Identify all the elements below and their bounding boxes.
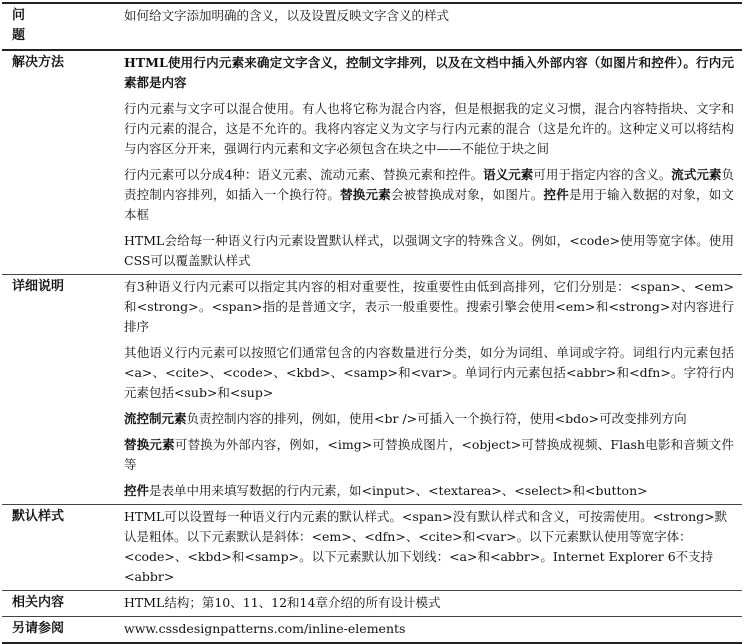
solution-p3-text-i: 是用于输入数据的对象，如文本框 <box>124 187 734 222</box>
term-replaced-elements: 替换元素 <box>340 187 391 202</box>
problem-row <box>2 3 742 50</box>
term-controls: 控件 <box>543 187 569 202</box>
term-semantic-elements: 语义元素 <box>483 167 534 182</box>
details-paragraph-5 <box>124 481 734 501</box>
problem-label: 问 题 <box>2 3 116 50</box>
solution-content <box>116 50 742 275</box>
details-label: 详细说明 <box>2 275 116 505</box>
solution-label: 解决方法 <box>2 50 116 275</box>
see-also-label: 另请参阅 <box>2 617 116 644</box>
default-style-label: 默认样式 <box>2 505 116 591</box>
related-text: HTML结构；第10、11、12和14章介绍的所有设计模式 <box>116 591 742 617</box>
details-row <box>2 275 742 505</box>
details-p4-text: 可替换为外部内容，例如，<img>可替换成图片，<object>可替换成视频、Flash电影和音频文件等 <box>124 437 734 472</box>
pattern-summary-table <box>2 2 742 644</box>
details-p5-text: 是表单中用来填写数据的行内元素，如<input>、<textarea>、<select>和<button> <box>149 483 648 498</box>
details-p3-text: 负责控制内容的排列，例如，使用<br />可插入一个换行符，使用<bdo>可改变排列方向 <box>186 411 687 426</box>
solution-p3-text-g: 会被替换成对象，如图片。 <box>390 187 544 202</box>
solution-p3-text-c: 可用于指定内容的含义。 <box>533 167 672 182</box>
details-paragraph-3 <box>124 409 734 429</box>
details-paragraph-1: 有3种语义行内元素可以指定其内容的相对重要性，按重要性由低到高排列，它们分别是：<span>、<em>和<strong>。<span>指的是普通文字，表示一般重要性。搜索引擎会使用<em>和<strong>对内容进行排序 <box>124 279 734 334</box>
related-row <box>2 591 742 617</box>
solution-paragraph-3 <box>124 165 734 225</box>
term-control: 控件 <box>124 483 150 498</box>
see-also-row <box>2 617 742 644</box>
solution-row <box>2 50 742 275</box>
problem-text: 如何给文字添加明确的含义，以及设置反映文字含义的样式 <box>116 3 742 50</box>
solution-paragraph-1: HTML使用行内元素来确定文字含义，控制文字排列，以及在文档中插入外部内容（如图片和控件）。行内元素都是内容 <box>124 55 734 90</box>
solution-p3-text-e: 负责控制内容排列，如插入一个换行符。 <box>124 167 734 202</box>
details-paragraph-2: 其他语义行内元素可以按照它们通常包含的内容数量进行分类，如分为词组、单词或字符。词组行内元素包括<a>、<cite>、<code>、<kbd>、<samp>和<var>。单词行内元素包括<abbr>和<dfn>。字符行内元素包括<sub>和<sup> <box>124 345 734 400</box>
term-replaced: 替换元素 <box>124 437 175 452</box>
details-paragraph-4 <box>124 435 734 475</box>
default-style-row <box>2 505 742 591</box>
related-label: 相关内容 <box>2 591 116 617</box>
term-flow-elements: 流式元素 <box>671 167 722 182</box>
solution-paragraph-4: HTML会给每一种语义行内元素设置默认样式，以强调文字的特殊含义。例如，<code>使用等宽字体。使用CSS可以覆盖默认样式 <box>124 233 734 268</box>
see-also-link[interactable]: www.cssdesignpatterns.com/inline-elements <box>116 617 742 644</box>
term-flow-control: 流控制元素 <box>124 411 187 426</box>
solution-p3-text-a: 行内元素可以分成4种：语义元素、流动元素、替换元素和控件。 <box>124 167 484 182</box>
solution-paragraph-2: 行内元素与文字可以混合使用。有人也将它称为混合内容，但是根据我的定义习惯，混合内容特指块、文字和行内元素的混合，这是不允许的。我将内容定义为文字与行内元素的混合（这是允许的。这种定义可以将结构与内容区分开来，强调行内元素和文字必须包含在块之中——不能位于块之间 <box>124 101 734 156</box>
default-style-text: HTML可以设置每一种语义行内元素的默认样式。<span>没有默认样式和含义，可按需使用。<strong>默认是粗体。以下元素默认是斜体：<em>、<dfn>、<cite>和<var>。以下元素默认使用等宽字体：<code>、<kbd>和<samp>。以下元素默认加下划线：<a>和<abbr>。Internet Explorer 6不支持<abbr> <box>116 505 742 591</box>
details-content <box>116 275 742 505</box>
